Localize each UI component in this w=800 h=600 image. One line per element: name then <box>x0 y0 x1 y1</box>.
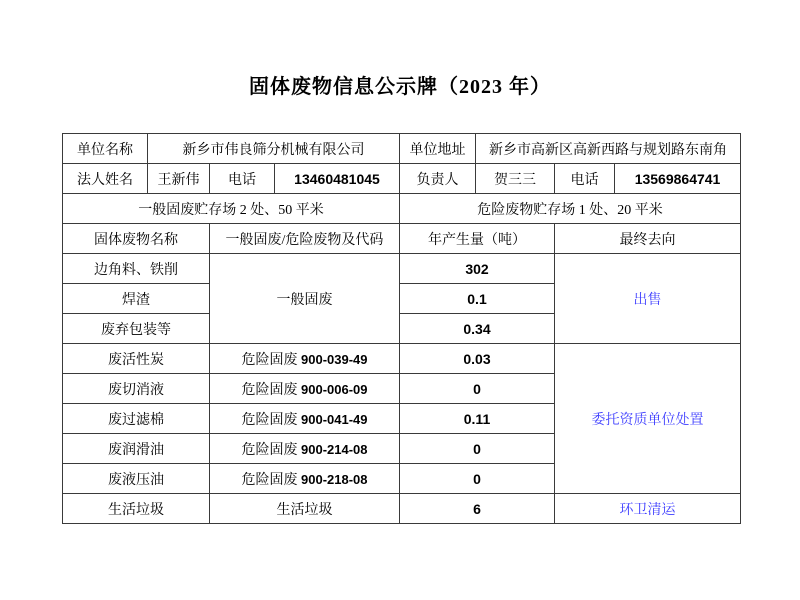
waste-amount: 0 <box>400 464 555 494</box>
waste-destination: 出售 <box>555 254 741 344</box>
page-title: 固体废物信息公示牌（2023 年） <box>249 76 551 98</box>
waste-name: 废过滤棉 <box>63 404 210 434</box>
waste-category: 生活垃圾 <box>210 494 400 524</box>
waste-name: 废活性炭 <box>63 344 210 374</box>
waste-name: 焊渣 <box>63 284 210 314</box>
waste-code: 900-006-09 <box>301 381 368 397</box>
waste-amount: 0.34 <box>400 314 555 344</box>
col-header-waste-name: 固体废物名称 <box>63 224 210 254</box>
waste-name: 废弃包装等 <box>63 314 210 344</box>
table-row <box>63 494 741 524</box>
waste-name: 边角料、铁削 <box>63 254 210 284</box>
waste-category-code <box>210 404 400 434</box>
waste-code: 900-039-49 <box>301 351 368 367</box>
waste-amount: 0.11 <box>400 404 555 434</box>
unit-address-value: 新乡市高新区高新西路与规划路东南角 <box>476 134 741 164</box>
waste-category: 一般固废 <box>210 254 400 344</box>
waste-amount: 302 <box>400 254 555 284</box>
waste-destination: 环卫清运 <box>555 494 741 524</box>
waste-category-code <box>210 344 400 374</box>
unit-address-label: 单位地址 <box>400 134 476 164</box>
unit-name-label: 单位名称 <box>63 134 148 164</box>
waste-amount: 6 <box>400 494 555 524</box>
waste-category: 危险固废 <box>241 442 298 458</box>
table-row <box>63 344 741 374</box>
waste-name: 废液压油 <box>63 464 210 494</box>
table-header-row <box>63 224 741 254</box>
waste-category-code <box>210 434 400 464</box>
waste-name: 废切消液 <box>63 374 210 404</box>
hazard-storage-text: 危险废物贮存场 1 处、20 平米 <box>400 194 741 224</box>
legal-name-label: 法人姓名 <box>63 164 148 194</box>
manager-phone-value: 13569864741 <box>615 164 741 194</box>
waste-category-code <box>210 464 400 494</box>
solid-waste-notice-table <box>62 133 741 524</box>
waste-category-code <box>210 374 400 404</box>
waste-category: 危险固废 <box>241 472 298 488</box>
manager-phone-label: 电话 <box>555 164 615 194</box>
waste-code: 900-041-49 <box>301 411 368 427</box>
table-row <box>63 164 741 194</box>
waste-name: 生活垃圾 <box>63 494 210 524</box>
unit-name-value: 新乡市伟良筛分机械有限公司 <box>148 134 400 164</box>
manager-label: 负责人 <box>400 164 476 194</box>
col-header-destination: 最终去向 <box>555 224 741 254</box>
waste-code: 900-218-08 <box>301 471 368 487</box>
waste-destination: 委托资质单位处置 <box>555 344 741 494</box>
general-storage-text: 一般固废贮存场 2 处、50 平米 <box>63 194 400 224</box>
waste-amount: 0.03 <box>400 344 555 374</box>
table-row <box>63 254 741 284</box>
legal-name-value: 王新伟 <box>148 164 210 194</box>
legal-phone-value: 13460481045 <box>275 164 400 194</box>
table-row <box>63 194 741 224</box>
waste-category: 危险固废 <box>241 412 298 428</box>
waste-category: 危险固废 <box>241 352 298 368</box>
manager-value: 贺三三 <box>476 164 555 194</box>
waste-amount: 0 <box>400 374 555 404</box>
legal-phone-label: 电话 <box>210 164 275 194</box>
waste-category: 危险固废 <box>241 382 298 398</box>
col-header-annual-amount: 年产生量（吨） <box>400 224 555 254</box>
waste-amount: 0 <box>400 434 555 464</box>
waste-amount: 0.1 <box>400 284 555 314</box>
table-row <box>63 134 741 164</box>
waste-name: 废润滑油 <box>63 434 210 464</box>
waste-code: 900-214-08 <box>301 441 368 457</box>
col-header-category-code: 一般固废/危险废物及代码 <box>210 224 400 254</box>
